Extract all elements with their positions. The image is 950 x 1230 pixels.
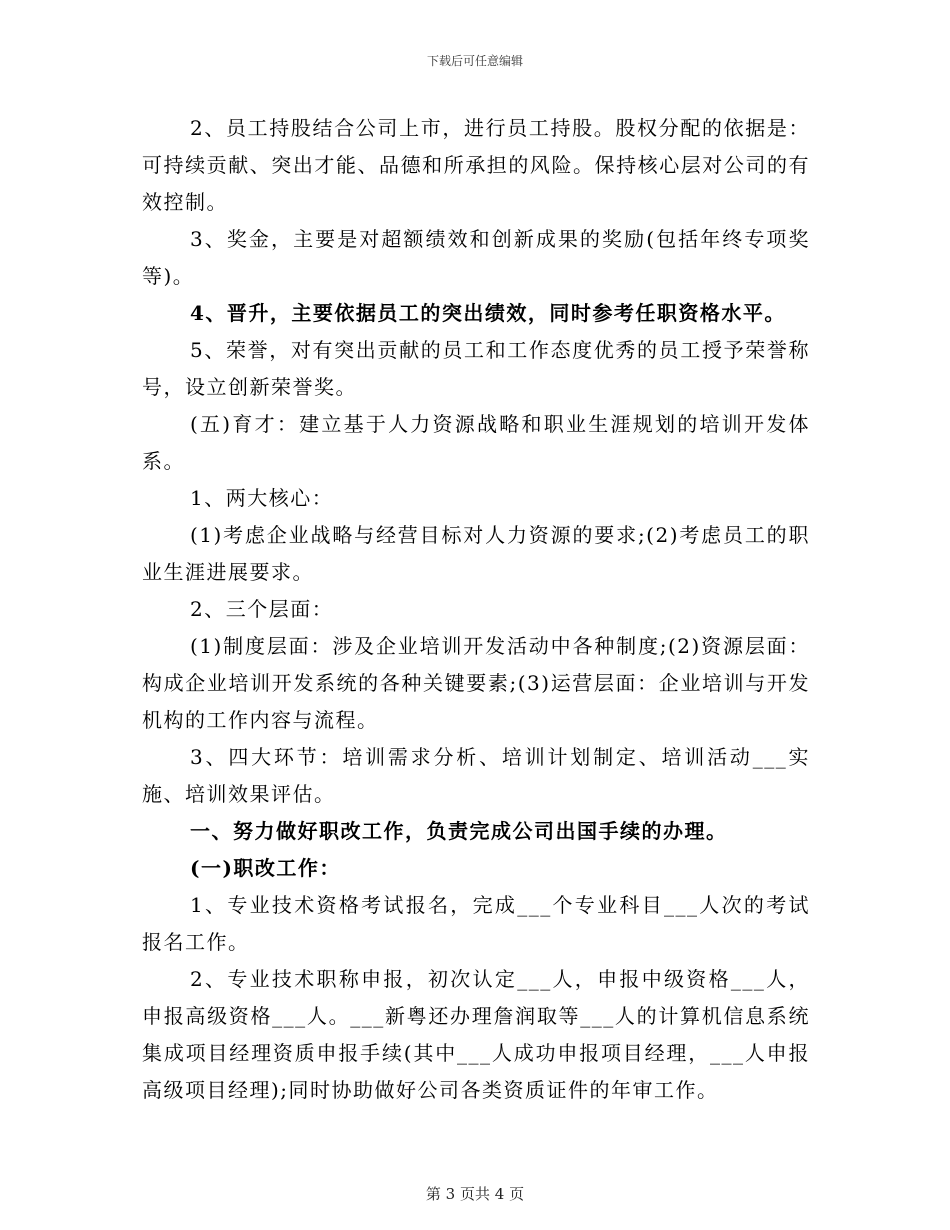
paragraph: (五)育才：建立基于人力资源战略和职业生涯规划的培训开发体系。 — [142, 412, 810, 473]
document-body — [142, 110, 810, 1109]
section-heading: 一、努力做好职改工作，负责完成公司出国手续的办理。 — [190, 819, 728, 843]
subsection-heading: (一)职改工作： — [190, 856, 341, 880]
paragraph: (1)制度层面：涉及企业培训开发活动中各种制度;(2)资源层面：构成企业培训开发系统的各种关键要素;(3)运营层面：企业培训与开发机构的工作内容与流程。 — [142, 634, 810, 732]
paragraph: 3、四大环节：培训需求分析、培训计划制定、培训活动___实施、培训效果评估。 — [142, 745, 810, 806]
paragraph: 1、两大核心： — [190, 486, 334, 510]
paragraph-bold: 4、晋升，主要依据员工的突出绩效，同时参考任职资格水平。 — [190, 301, 786, 325]
paragraph: 2、专业技术职称申报，初次认定___人，申报中级资格___人，申报高级资格___人。___新粤还办理詹润取等___人的计算机信息系统集成项目经理资质申报手续(其中___人成功申报项目经理，___人申报高级项目经理);同时协助做好公司各类资质证件的年审工作。 — [142, 967, 810, 1102]
paragraph: 1、专业技术资格考试报名，完成___个专业科目___人次的考试报名工作。 — [142, 893, 810, 954]
page-footer: 第 3 页共 4 页 — [425, 1185, 525, 1203]
paragraph: 2、员工持股结合公司上市，进行员工持股。股权分配的依据是：可持续贡献、突出才能、品德和所承担的风险。保持核心层对公司的有效控制。 — [142, 116, 810, 214]
paragraph: (1)考虑企业战略与经营目标对人力资源的要求;(2)考虑员工的职业生涯进展要求。 — [142, 523, 810, 584]
paragraph: 3、奖金，主要是对超额绩效和创新成果的奖励(包括年终专项奖等)。 — [142, 227, 810, 288]
paragraph: 5、荣誉，对有突出贡献的员工和工作态度优秀的员工授予荣誉称号，设立创新荣誉奖。 — [142, 338, 810, 399]
page-header: 下载后可任意编辑 — [426, 54, 523, 68]
paragraph: 2、三个层面： — [190, 597, 334, 621]
